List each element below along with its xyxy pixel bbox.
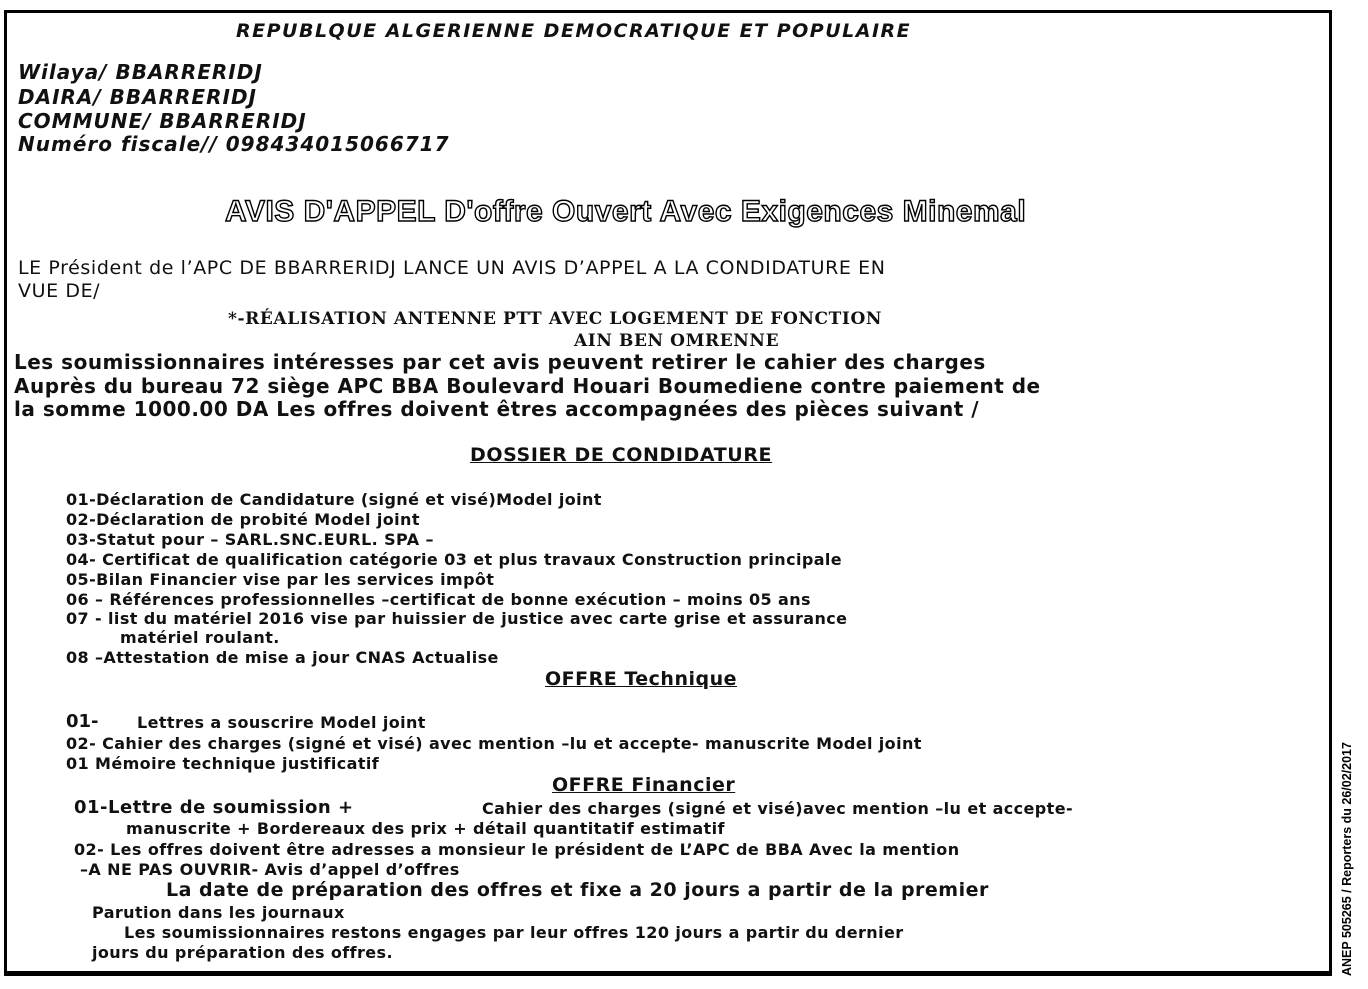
dossier-item: 05-Bilan Financier vise par les services impôt: [66, 570, 495, 589]
closing-publication: Parution dans les journaux: [92, 903, 345, 922]
dossier-heading: DOSSIER DE CONDIDATURE: [470, 444, 773, 466]
commune-line: COMMUNE/ BBARRERIDJ: [18, 109, 307, 133]
technique-item: Lettres a souscrire Model joint: [137, 713, 426, 732]
dossier-item-continuation: matériel roulant.: [120, 628, 280, 647]
financier-item: Cahier des charges (signé et visé)avec mention –lu et accepte-: [482, 799, 1074, 818]
project-location: AIN BEN OMRENNE: [574, 331, 780, 351]
closing-validity-continuation: jours du préparation des offres.: [92, 943, 393, 962]
body-line-1: Les soumissionnaires intéresses par cet avis peuvent retirer le cahier des charges: [14, 350, 986, 374]
project-title: *-RÉALISATION ANTENNE PTT AVEC LOGEMENT DE FONCTION: [228, 309, 883, 329]
financier-item-continuation: –A NE PAS OUVRIR- Avis d’appel d’offres: [80, 860, 460, 879]
technique-item-number: 01-: [66, 711, 99, 732]
closing-deadline: La date de préparation des offres et fixe a 20 jours a partir de la premier: [166, 879, 989, 901]
technique-heading: OFFRE Technique: [545, 668, 737, 690]
fiscal-number-line: Numéro fiscale// 098434015066717: [18, 132, 450, 156]
dossier-item: 06 – Références professionnelles –certificat de bonne exécution – moins 05 ans: [66, 590, 811, 609]
dossier-item: 08 –Attestation de mise a jour CNAS Actualise: [66, 648, 499, 667]
technique-item: 02- Cahier des charges (signé et visé) avec mention –lu et accepte- manuscrite Model joint: [66, 734, 922, 753]
closing-validity: Les soumissionnaires restons engages par leur offres 120 jours a partir du dernier: [124, 923, 904, 942]
intro-line-1: LE Président de l’APC DE BBARRERIDJ LANCE UN AVIS D’APPEL A LA CONDIDATURE EN: [18, 257, 886, 279]
dossier-item: 01-Déclaration de Candidature (signé et visé)Model joint: [66, 490, 602, 509]
financier-heading: OFFRE Financier: [552, 774, 736, 796]
daira-line: DAIRA/ BBARRERIDJ: [18, 85, 257, 109]
technique-item: 01 Mémoire technique justificatif: [66, 754, 380, 773]
dossier-item: 02-Déclaration de probité Model joint: [66, 510, 420, 529]
financier-item: 02- Les offres doivent être adresses a monsieur le président de L’APC de BBA Avec la mention: [74, 840, 960, 859]
intro-line-2: VUE DE/: [18, 280, 101, 302]
notice-title: AVIS D'APPEL D'offre Ouvert Avec Exigences Minemal: [225, 195, 1027, 228]
dossier-item: 07 - list du matériel 2016 vise par huissier de justice avec carte grise et assurance: [66, 609, 848, 628]
dossier-item: 03-Statut pour – SARL.SNC.EURL. SPA –: [66, 530, 434, 549]
dossier-item: 04- Certificat de qualification catégorie 03 et plus travaux Construction principale: [66, 550, 843, 569]
republic-heading: REPUBLQUE ALGERIENNE DEMOCRATIQUE ET POPULAIRE: [236, 20, 912, 42]
financier-item-lead: 01-Lettre de soumission +: [74, 797, 354, 818]
financier-item-continuation: manuscrite + Bordereaux des prix + détail quantitatif estimatif: [126, 819, 725, 838]
publication-reference: ANEP 505265 / Reporters du 26/02/2017: [1340, 742, 1354, 976]
body-line-2: Auprès du bureau 72 siège APC BBA Boulevard Houari Boumediene contre paiement de: [14, 374, 1041, 398]
wilaya-line: Wilaya/ BBARRERIDJ: [18, 60, 263, 84]
body-line-3: la somme 1000.00 DA Les offres doivent êtres accompagnées des pièces suivant /: [14, 397, 980, 421]
